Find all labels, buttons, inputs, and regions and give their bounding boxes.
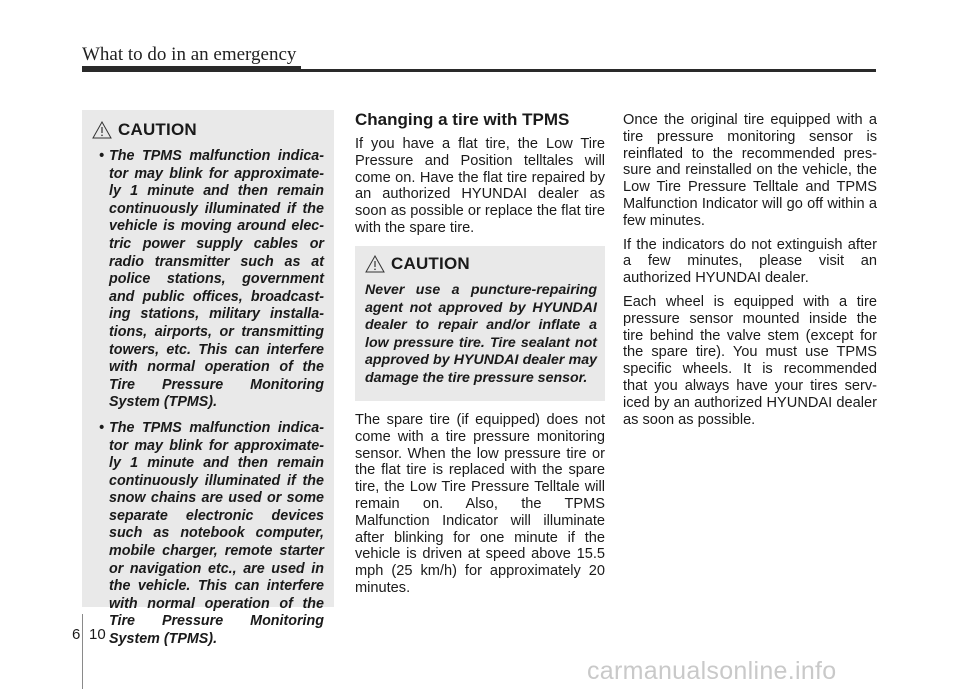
caution-header bbox=[365, 254, 597, 274]
caution-item-text: The TPMS malfunction indica- tor may blink for approximate- ly 1 minute and then remain continuously illuminated if the snow chains are used or some separate electronic devices such as notebook computer, mobile charger, remote starter or navigation etc., are used in the vehicle. This can interfere with normal operation of the Tire Pressure Monitoring System (TPMS). bbox=[109, 419, 324, 648]
paragraph: If the indicators do not extinguish after a few minutes, please visit an authorized HYUNDAI dealer. bbox=[623, 236, 877, 287]
paragraph: The spare tire (if equipped) does not come with a tire pressure monitoring sensor. When the low pressure tire or the flat tire is replaced with the spare tire, the Low Tire Pressure Telltale will remain on. Also, the TPMS Malfunction Indicator will illuminate after blinking for one minute if the vehicle is driven at speed above 15.5 mph (25 km/h) for approximately 20 minutes. bbox=[355, 412, 605, 596]
changing-tire-section bbox=[355, 110, 605, 244]
caution-item bbox=[92, 148, 324, 412]
footer-divider bbox=[82, 614, 83, 689]
caution-item bbox=[92, 420, 324, 649]
watermark: carmanualsonline.info bbox=[587, 657, 837, 685]
paragraph: If you have a flat tire, the Low Tire Pressure and Position telltales will come on. Have the flat tire repaired by an authorized HYUNDAI dealer as soon as possible or replace the flat tire with the spare tire. bbox=[355, 136, 605, 236]
paragraph: Each wheel is equipped with a tire pressure sensor mounted inside the tire behind the valve stem (except for the spare tire). You must use TPMS specific wheels. It is recommended that you always have your tires serv- iced by an authorized HYUNDAI dealer as soon as possible. bbox=[623, 293, 877, 428]
section-heading: Changing a tire with TPMS bbox=[355, 110, 570, 129]
page-number: 10 bbox=[89, 626, 106, 643]
warning-triangle-icon bbox=[365, 255, 385, 273]
caution-title: CAUTION bbox=[391, 254, 470, 273]
bullet-icon: • bbox=[99, 419, 105, 436]
chapter-number: 6 bbox=[72, 626, 81, 643]
right-column bbox=[623, 112, 877, 435]
caution-box-sealant bbox=[355, 246, 605, 401]
caution-header bbox=[92, 120, 324, 140]
spare-tire-section bbox=[355, 412, 605, 604]
caution-item-text: The TPMS malfunction indica- tor may blink for approximate- ly 1 minute and then remain continuously illuminated if the vehicle is moving around elec- tric power supply cables or radio transmitter such as at police stations, government and public offices, broadcast- ing stations, military installa- tions, airports, or transmitting towers, etc. This can interfere with normal operation of the Tire Pressure Monitoring System (TPMS). bbox=[109, 148, 324, 411]
caution-title: CAUTION bbox=[118, 120, 197, 139]
header-title: What to do in an emergency bbox=[82, 44, 297, 65]
caution-text: Never use a puncture-repairing agent not approved by HYUNDAI dealer to repair and/or inflate a low pressure tire. Tire sealant not approved by HYUNDAI dealer may damage the tire pressure sensor. bbox=[365, 282, 597, 386]
warning-triangle-icon bbox=[92, 121, 112, 139]
bullet-icon: • bbox=[99, 148, 105, 164]
paragraph: Once the original tire equipped with a tire pressure monitoring sensor is reinflated to the recommended pres- sure and reinstalled on the vehicle, the Low Tire Pressure Telltale and TPMS Malfunction Indicator will go off within a few minutes. bbox=[623, 112, 877, 229]
header-rule bbox=[82, 69, 876, 72]
caution-list bbox=[92, 148, 324, 649]
